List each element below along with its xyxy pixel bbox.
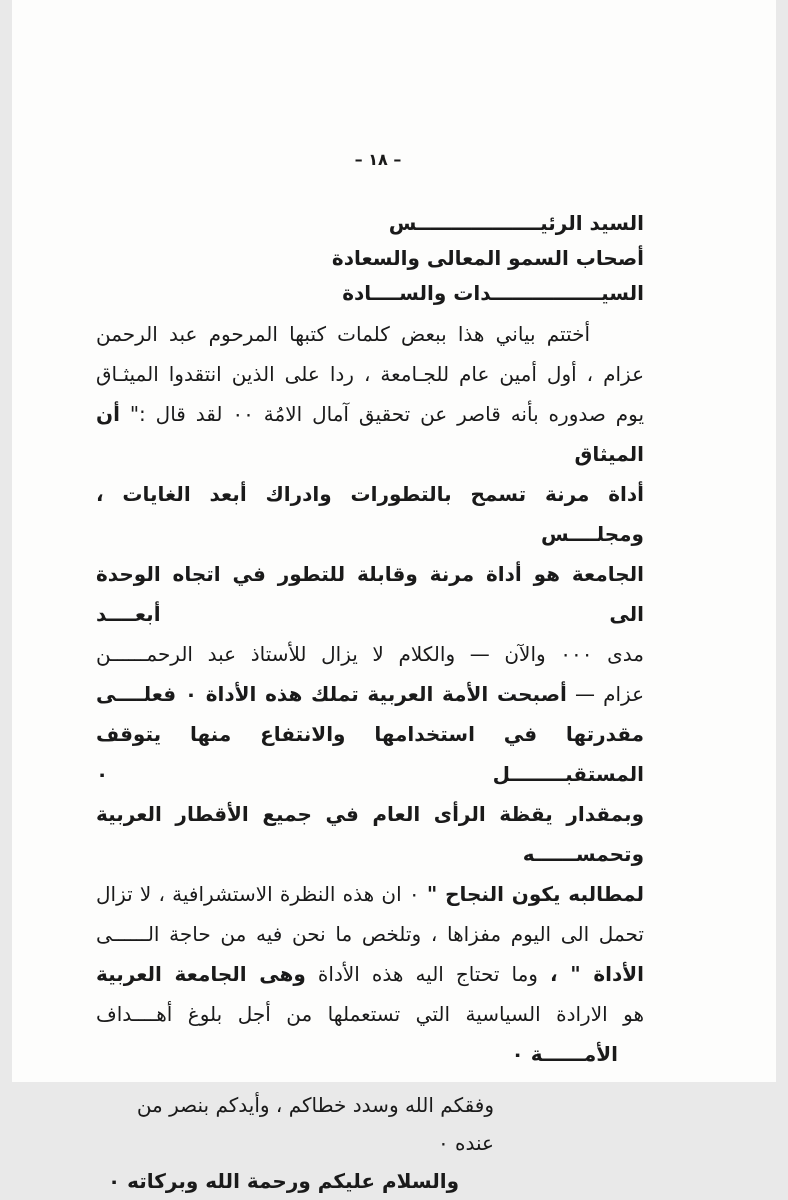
text-segment: مدى ٠٠٠ والآن — والكلام لا يزال للأستاذ عبد الرحمــــــن	[96, 642, 644, 666]
text-segment: مقدرتها في استخدامها والانتفاع منها يتوقف المستقبــــــــل ٠	[96, 722, 644, 786]
body-line-4	[96, 474, 644, 554]
salutation-line-ladies-gentlemen: السيــــــــــــــــدات والســــادة	[342, 281, 644, 305]
text-segment: أن الميثاق	[96, 402, 644, 466]
text-segment: أختتم بياني هذا ببعض كلمات كتبها المرحوم عبد الرحمن	[96, 322, 590, 346]
body-line-12	[96, 954, 644, 994]
salutation-line-president: السيد الرئيــــــــــــــــــس	[388, 211, 644, 235]
text-segment: ٠ ان هذه النظرة الاستشرافية ، لا تزال	[96, 882, 420, 906]
body-line-7	[96, 674, 644, 714]
text-segment: وما تحتاج اليه هذه الأداة	[317, 962, 538, 986]
text-segment: وبمقدار يقظة الرأى العام في جميع الأقطار العربية وتحمســــــه	[96, 802, 644, 866]
body-line-2	[96, 354, 644, 394]
text-segment: أصبحت الأمة العربية تملك هذه الأداة ٠ فعلــــى	[96, 682, 567, 706]
body-line-9	[96, 794, 644, 874]
text-segment: الجامعة هو أداة مرنة وقابلة للتطور في اتجاه الوحدة الى أبعــــد	[96, 562, 644, 626]
letter-body	[96, 314, 644, 1200]
body-line-11	[96, 914, 644, 954]
body-line-5	[96, 554, 644, 634]
document-page	[12, 0, 776, 1193]
body-line-6	[96, 634, 644, 674]
closing-line-blessing: وفقكم الله وسدد خطاكم ، وأيدكم بنصر من عنده ٠	[136, 1093, 494, 1155]
body-line-14	[96, 1034, 644, 1074]
body-line-3	[96, 394, 644, 474]
body-line-10	[96, 874, 644, 914]
text-segment: هو الارادة السياسية التي تستعملها من أجل بلوغ أهــــداف	[96, 1002, 644, 1026]
body-line-8	[96, 714, 644, 794]
page-number: – ١٨ –	[354, 150, 402, 169]
text-segment: لمطالبه يكون النجاح "	[426, 882, 645, 906]
text-segment: الأداة " ،	[550, 962, 645, 986]
body-line-1	[96, 314, 644, 354]
text-segment: عزام ، أول أمين عام للجـامعة ، ردا على الذين انتقدوا الميثـاق	[96, 362, 644, 386]
text-segment: تحمل الى اليوم مفزاها ، وتلخص ما نحن فيه من حاجة الــــــى	[96, 922, 644, 946]
body-line-13	[96, 994, 644, 1034]
text-segment: وهى الجامعة العربية	[96, 962, 306, 986]
text-segment: يوم صدوره بأنه قاصر عن تحقيق آمال الامُة ٠٠ لقد قال :"	[129, 402, 645, 426]
text-segment: عزام —	[575, 682, 644, 706]
text-segment: الأمــــــة ٠	[511, 1042, 618, 1066]
text-segment: أداة مرنة تسمح بالتطورات وادراك أبعد الغايات ، ومجلــــس	[96, 482, 644, 546]
salutation-line-excellencies: أصحاب السمو المعالى والسعادة	[331, 246, 644, 270]
closing-line-salaam: والسلام عليكم ورحمة الله وبركاته ٠	[107, 1169, 459, 1193]
salutation-block	[332, 206, 644, 311]
